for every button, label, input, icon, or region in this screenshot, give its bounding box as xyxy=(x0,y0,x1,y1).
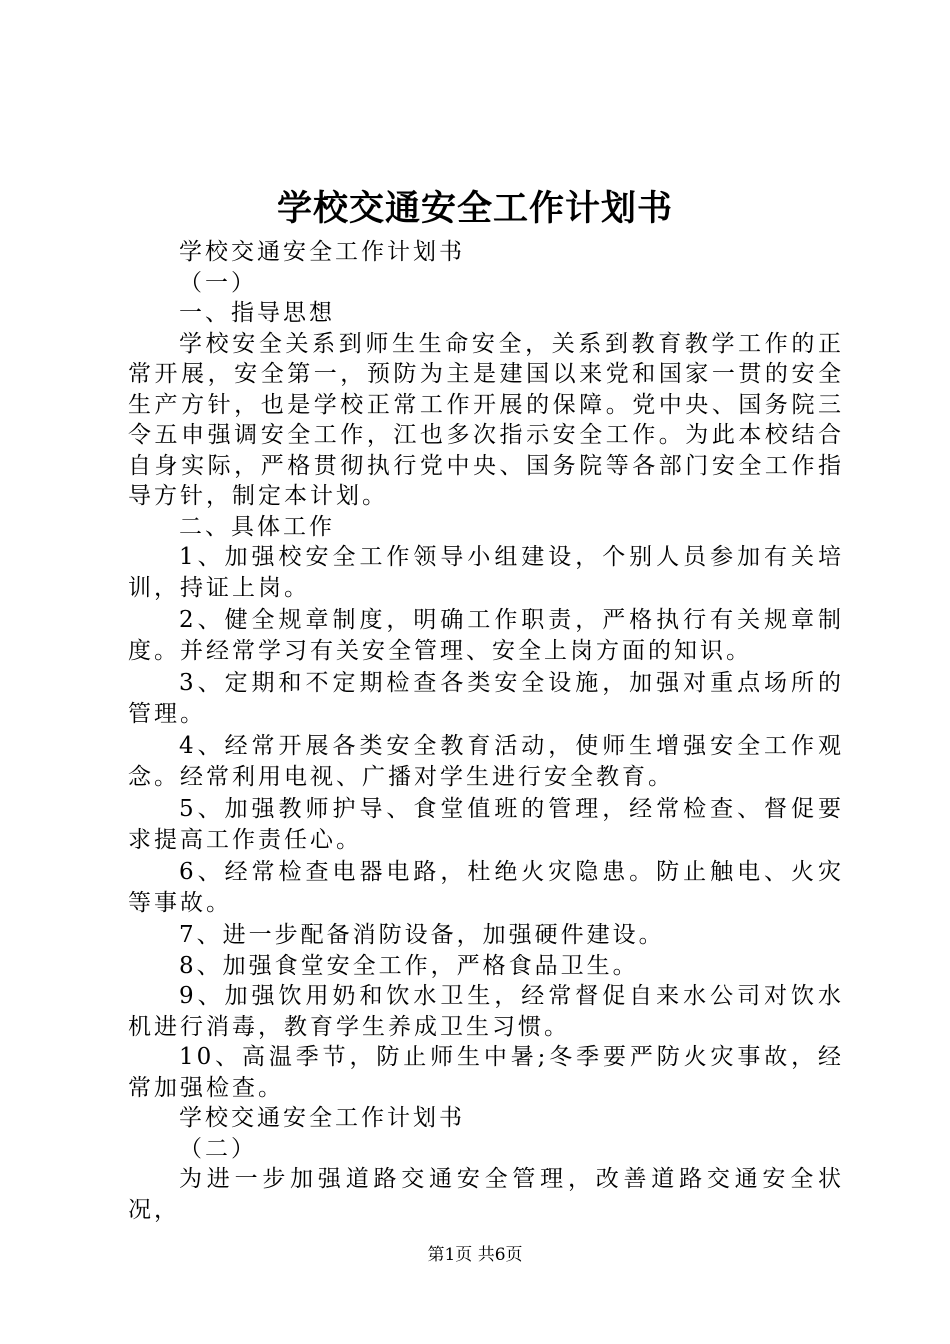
paragraph-list-item: 4、经常开展各类安全教育活动，使师生增强安全工作观念。经常利用电视、广播对学生进行安全教育。 xyxy=(128,733,844,790)
page-footer: 第1页 共6页 xyxy=(427,1245,523,1265)
paragraph-body: 学校安全关系到师生生命安全，关系到教育教学工作的正常开展，安全第一，预防为主是建国以来党和国家一贯的安全生产方针，也是学校正常工作开展的保障。党中央、国务院三令五申强调安全工作，江也多次指示安全工作。为此本校结合自身实际，严格贯彻执行党中央、国务院等各部门安全工作指导方针，制定本计划。 xyxy=(128,330,844,509)
paragraph-list-item: 9、加强饮用奶和饮水卫生，经常督促自来水公司对饮水机进行消毒，教育学生养成卫生习惯。 xyxy=(128,983,844,1040)
paragraph-subtitle: 学校交通安全工作计划书 xyxy=(179,1105,465,1131)
document-body xyxy=(128,237,844,1225)
paragraph-list-item: 7、进一步配备消防设备，加强硬件建设。 xyxy=(179,922,665,948)
paragraph-heading: 一、指导思想 xyxy=(179,300,335,326)
paragraph-heading: 二、具体工作 xyxy=(179,513,335,540)
paragraph-list-item: 5、加强教师护导、食堂值班的管理，经常检查、督促要求提高工作责任心。 xyxy=(128,796,844,853)
document-title: 学校交通安全工作计划书 xyxy=(276,188,673,229)
paragraph-list-item: 10、高温季节，防止师生中暑;冬季要严防火灾事故，经常加强检查。 xyxy=(128,1044,844,1101)
paragraph-list-item: 8、加强食堂安全工作，严格食品卫生。 xyxy=(179,952,639,979)
paragraph-list-item: 3、定期和不定期检查各类安全设施，加强对重点场所的管理。 xyxy=(128,670,844,727)
paragraph-subtitle: 学校交通安全工作计划书 xyxy=(179,239,465,265)
paragraph-list-item: 6、经常检查电器电路，杜绝火灾隐患。防止触电、火灾等事故。 xyxy=(128,859,844,916)
paragraph-body: 为进一步加强道路交通安全管理，改善道路交通安全状况， xyxy=(128,1166,844,1223)
paragraph-section-marker: （一） xyxy=(179,269,257,296)
paragraph-list-item: 2、健全规章制度，明确工作职责，严格执行有关规章制度。并经常学习有关安全管理、安全上岗方面的知识。 xyxy=(128,607,844,664)
paragraph-list-item: 1、加强校安全工作领导小组建设，个别人员参加有关培训，持证上岗。 xyxy=(128,544,844,601)
paragraph-section-marker: （二） xyxy=(179,1135,257,1162)
